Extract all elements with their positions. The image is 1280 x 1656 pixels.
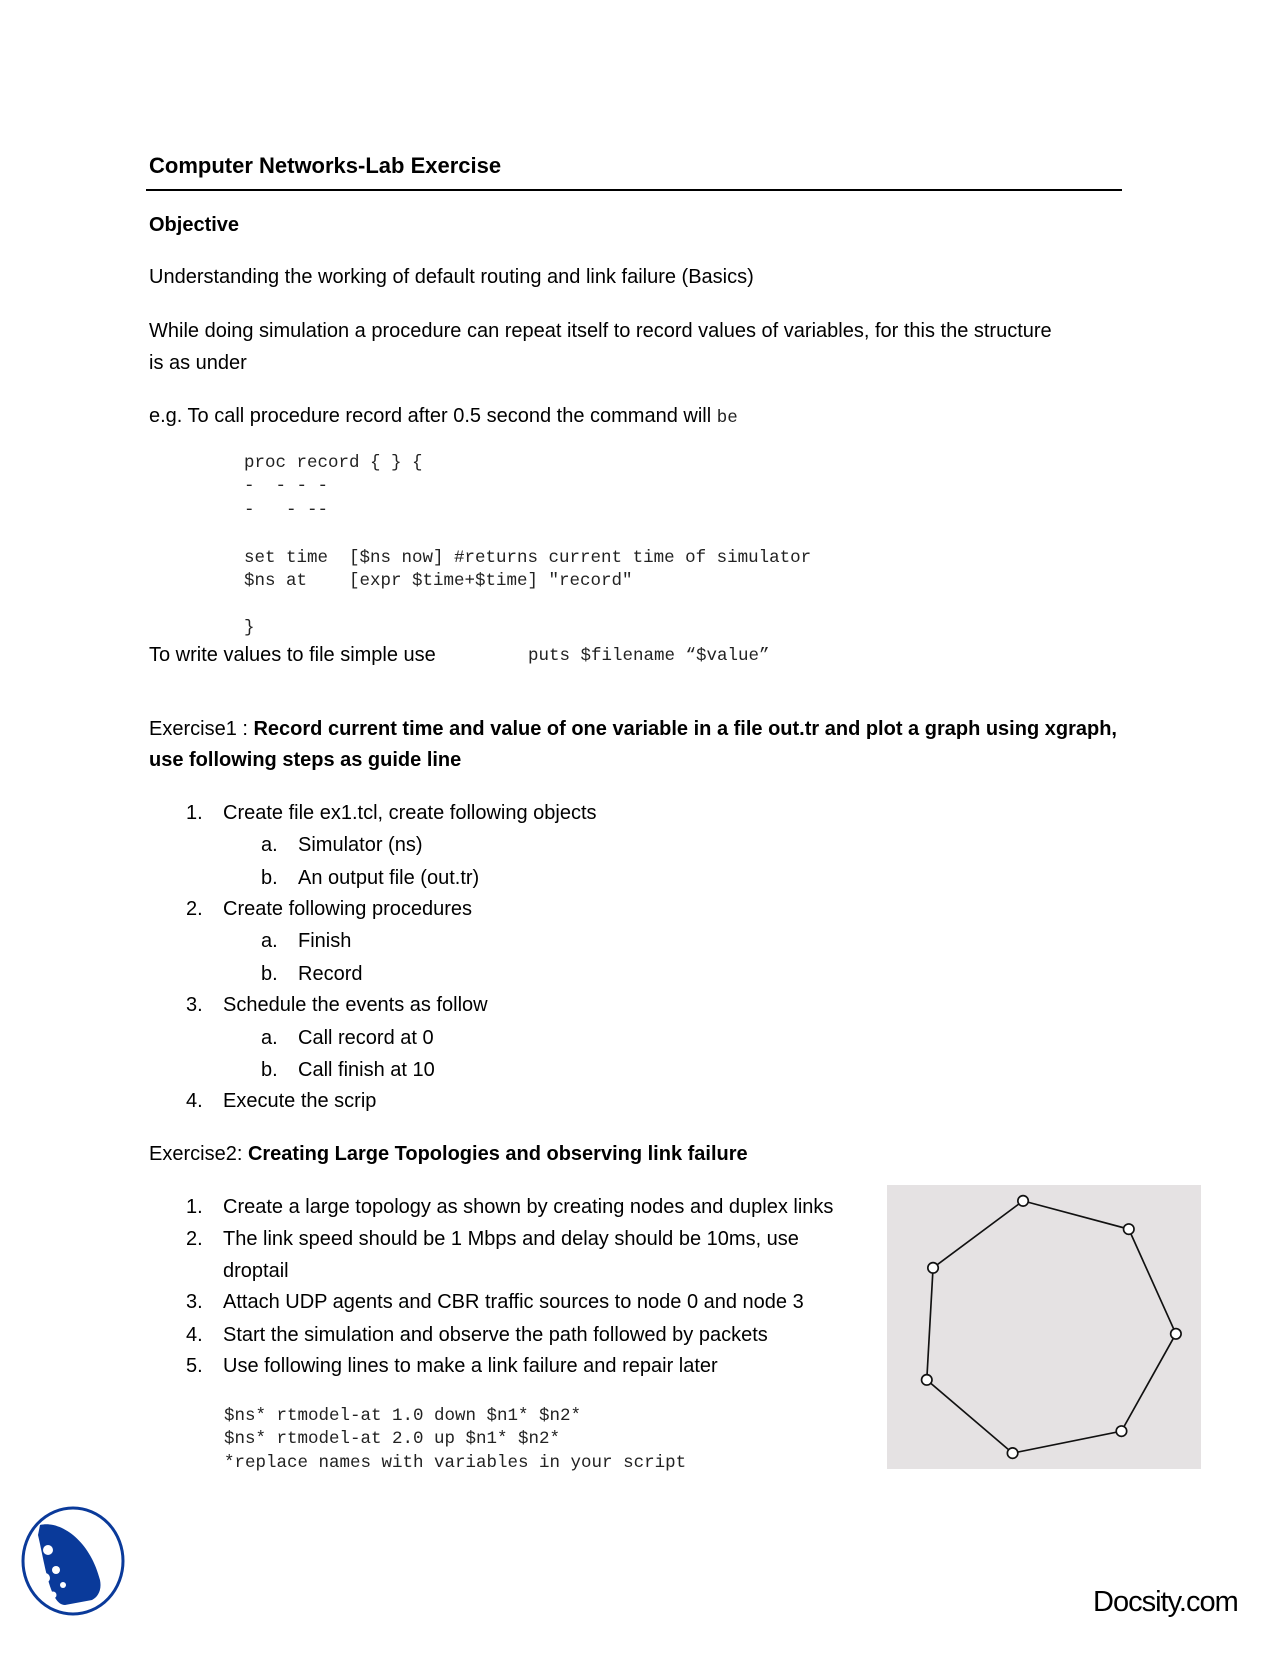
code-line: set time [$ns now] #returns current time of simulator	[244, 548, 812, 568]
intro-line-1: While doing simulation a procedure can repeat itself to record values of variables, for this the structure	[149, 320, 1052, 342]
list-number: 4.	[186, 1324, 203, 1346]
sublist-letter: a.	[261, 1027, 278, 1049]
sublist-item: Finish	[298, 930, 352, 952]
objective-text: Understanding the working of default routing and link failure (Basics)	[149, 266, 754, 288]
list-number: 3.	[186, 994, 203, 1016]
list-item: Use following lines to make a link failure and repair later	[223, 1355, 718, 1377]
code-line: - - - -	[244, 476, 329, 496]
docsity-brand-text: Docsity.com	[1093, 1586, 1238, 1618]
sublist-letter: a.	[261, 834, 278, 856]
topology-node	[1124, 1224, 1134, 1234]
topology-links	[927, 1201, 1176, 1453]
write-code: puts $filename “$value”	[528, 646, 770, 666]
sublist-item: Simulator (ns)	[298, 834, 423, 856]
list-item: Create file ex1.tcl, create following objects	[223, 802, 597, 824]
list-number: 1.	[186, 1196, 203, 1218]
objective-heading: Objective	[149, 214, 240, 236]
intro-line-2: is as under	[149, 352, 247, 374]
list-item: Attach UDP agents and CBR traffic sources to node 0 and node 3	[223, 1291, 804, 1313]
example-text	[149, 404, 738, 429]
write-text: To write values to file simple use	[149, 644, 436, 666]
sublist-letter: b.	[261, 963, 278, 985]
list-number: 2.	[186, 898, 203, 920]
list-item: Start the simulation and observe the path followed by packets	[223, 1324, 768, 1346]
list-number: 1.	[186, 802, 203, 824]
topology-node	[1007, 1448, 1017, 1458]
title-divider	[146, 189, 1122, 191]
list-number: 3.	[186, 1291, 203, 1313]
sublist-letter: b.	[261, 867, 278, 889]
exercise1-title-line1: Record current time and value of one variable in a file out.tr and plot a graph using xgraph,	[253, 718, 1117, 740]
list-item: Schedule the events as follow	[223, 994, 488, 1016]
sublist-letter: b.	[261, 1059, 278, 1081]
sublist-letter: a.	[261, 930, 278, 952]
code-line: *replace names with variables in your script	[224, 1453, 687, 1473]
list-item: Execute the scrip	[223, 1090, 377, 1112]
example-text-label: e.g. To call procedure record after 0.5 second the command will	[149, 405, 712, 427]
topology-node	[1018, 1196, 1028, 1206]
list-number: 2.	[186, 1228, 203, 1250]
list-number: 4.	[186, 1090, 203, 1112]
list-item-continuation: droptail	[223, 1260, 289, 1282]
docsity-logo-icon	[20, 1505, 130, 1617]
exercise1-title-line2: use following steps as guide line	[149, 749, 462, 771]
topology-node	[1116, 1426, 1126, 1436]
sublist-item: Record	[298, 963, 363, 985]
list-number: 5.	[186, 1355, 203, 1377]
topology-node	[1171, 1329, 1181, 1339]
code-line: proc record { } {	[244, 453, 423, 473]
list-item: Create following procedures	[223, 898, 473, 920]
code-line: $ns at [expr $time+$time] "record"	[244, 571, 633, 591]
page-title: Computer Networks-Lab Exercise	[149, 153, 502, 178]
topology-node	[928, 1263, 938, 1273]
ring-topology-diagram	[887, 1185, 1201, 1469]
code-line: }	[244, 618, 255, 638]
sublist-item: Call finish at 10	[298, 1059, 435, 1081]
exercise1-label: Exercise1 :	[149, 718, 254, 740]
exercise2-title	[149, 1142, 748, 1166]
sublist-item: An output file (out.tr)	[298, 867, 480, 889]
exercise2-title-text: Creating Large Topologies and observing link failure	[247, 1143, 748, 1165]
topology-node	[922, 1375, 932, 1385]
list-item: Create a large topology as shown by creating nodes and duplex links	[223, 1196, 834, 1218]
exercise1-title	[149, 717, 1117, 741]
example-code: be	[716, 408, 738, 428]
exercise2-label: Exercise2:	[149, 1143, 248, 1165]
sublist-item: Call record at 0	[298, 1027, 434, 1049]
code-line: $ns* rtmodel-at 1.0 down $n1* $n2*	[224, 1406, 582, 1426]
code-line: - - --	[244, 500, 329, 520]
list-item: The link speed should be 1 Mbps and delay should be 10ms, use	[223, 1228, 799, 1250]
topology-figure	[887, 1185, 1201, 1469]
code-line: $ns* rtmodel-at 2.0 up $n1* $n2*	[224, 1429, 561, 1449]
